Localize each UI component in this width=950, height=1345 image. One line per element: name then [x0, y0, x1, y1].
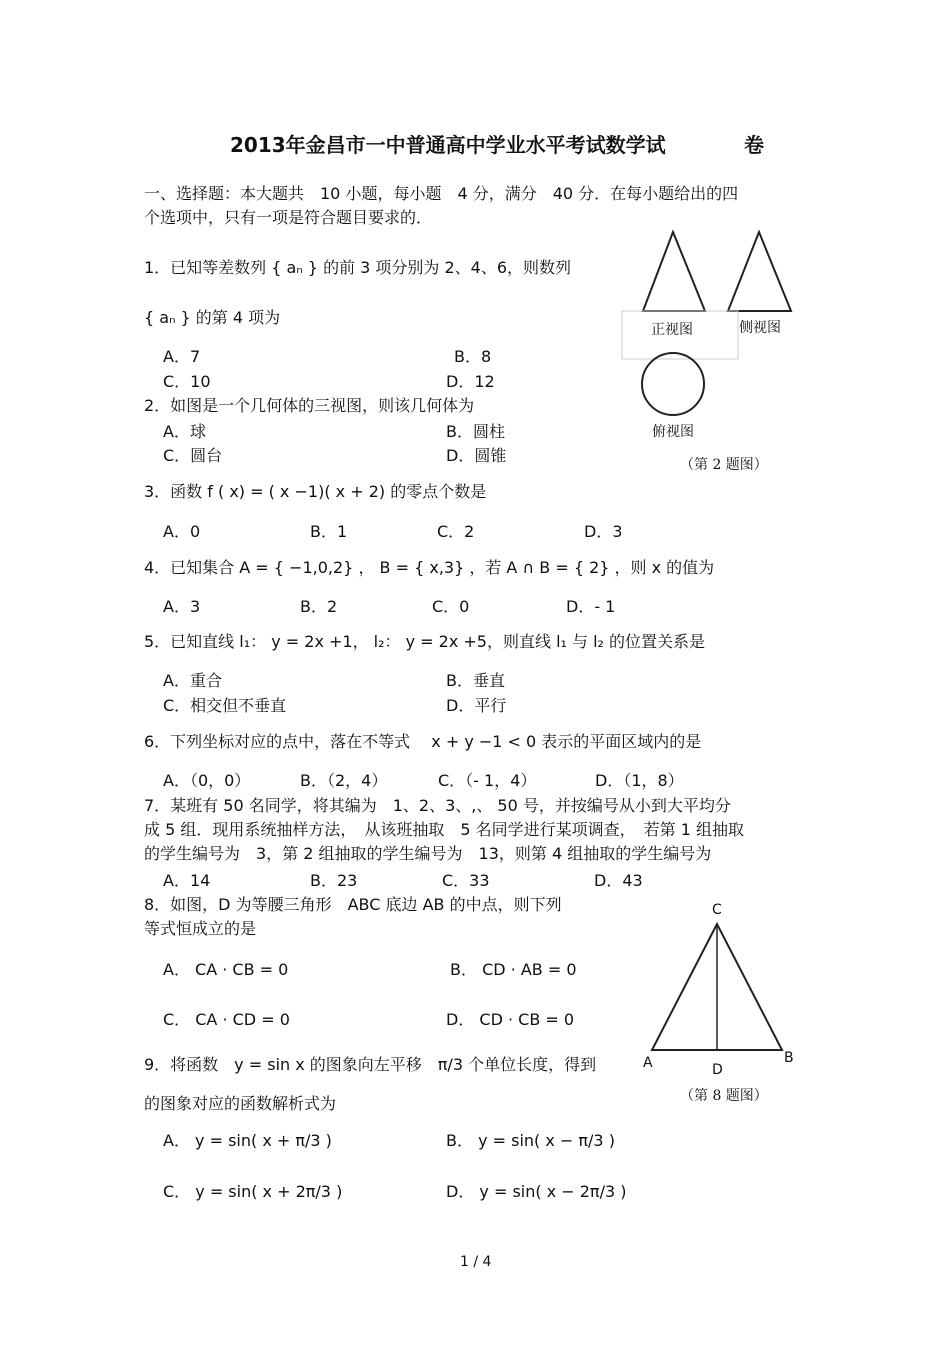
- q1-option-d: D．12: [446, 372, 495, 391]
- q8-option-b: B． CD · AB = 0: [450, 960, 577, 979]
- page-title-tail: 卷: [744, 133, 764, 157]
- q2-option-c: C．圆台: [163, 446, 223, 465]
- q7-option-a: A．14: [163, 871, 211, 890]
- figure-8-caption: （第 8 题图）: [680, 1088, 768, 1104]
- figure-2-three-views: [618, 225, 798, 485]
- question-8-line2: 等式恒成立的是: [144, 919, 257, 938]
- q3-option-c: C．2: [437, 522, 475, 541]
- vertex-a-label: A: [643, 1055, 653, 1071]
- point-d-label: D: [712, 1062, 723, 1078]
- figure-2-caption: （第 2 题图）: [680, 457, 768, 473]
- question-7-line2: 成 5 组．现用系统抽样方法， 从该班抽取 5 名同学进行某项调查， 若第 1 组抽取: [144, 820, 744, 839]
- q9-option-d: D． y = sin( x − 2π/3 ): [446, 1182, 627, 1201]
- q7-option-b: B．23: [310, 871, 358, 890]
- page-title: 2013年金昌市一中普通高中学业水平考试数学试: [230, 133, 666, 157]
- q4-option-d: D．- 1: [566, 597, 616, 616]
- q5-option-c: C．相交但不垂直: [163, 696, 287, 715]
- question-1-line2: { aₙ } 的第 4 项为: [144, 308, 281, 327]
- question-5-line1: 5．已知直线 l₁： y = 2x +1， l₂： y = 2x +5，则直线 l₁ 与 l₂ 的位置关系是: [144, 632, 706, 651]
- q3-option-a: A．0: [163, 522, 201, 541]
- q8-option-a: A． CA · CB = 0: [163, 960, 289, 979]
- top-view-circle: [642, 353, 704, 415]
- question-6-line1: 6．下列坐标对应的点中，落在不等式 x + y −1 < 0 表示的平面区域内的是: [144, 732, 702, 751]
- q7-option-c: C．33: [442, 871, 490, 890]
- question-7-line3: 的学生编号为 3，第 2 组抽取的学生编号为 13，则第 4 组抽取的学生编号为: [144, 844, 712, 863]
- q5-option-d: D．平行: [446, 696, 507, 715]
- side-view-label: 侧视图: [739, 320, 781, 336]
- vertex-c-label: C: [712, 902, 722, 918]
- q5-option-a: A．重合: [163, 671, 222, 690]
- page-number: 1 / 4: [460, 1254, 492, 1270]
- q3-option-d: D．3: [584, 522, 623, 541]
- front-view-label: 正视图: [651, 322, 693, 338]
- q8-option-d: D． CD · CB = 0: [446, 1010, 575, 1029]
- q9-option-a: A． y = sin( x + π/3 ): [163, 1131, 332, 1150]
- front-view-triangle: [643, 232, 705, 311]
- section-intro-line2: 个选项中，只有一项是符合题目要求的．: [144, 208, 433, 227]
- q6-option-b: B．（2，4）: [300, 771, 388, 790]
- question-3-line1: 3．函数 f ( x) = ( x −1)( x + 2) 的零点个数是: [144, 482, 487, 501]
- q4-option-b: B．2: [300, 597, 338, 616]
- question-7-line1: 7．某班有 50 名同学，将其编为 1、2、3、,、 50 号，并按编号从小到大平均分: [144, 796, 731, 815]
- top-view-label: 俯视图: [652, 424, 694, 440]
- q2-option-d: D．圆锥: [446, 446, 507, 465]
- q8-option-c: C． CA · CD = 0: [163, 1010, 290, 1029]
- q2-option-b: B．圆柱: [446, 422, 505, 441]
- question-4-line1: 4．已知集合 A = { −1,0,2} ， B = { x,3} ，若 A ∩ B = { 2} ，则 x 的值为: [144, 558, 715, 577]
- q4-option-a: A．3: [163, 597, 201, 616]
- q1-option-c: C．10: [163, 372, 211, 391]
- q6-option-a: A．（0，0）: [163, 771, 251, 790]
- question-9-line2: 的图象对应的函数解析式为: [144, 1094, 337, 1113]
- q1-option-b: B．8: [454, 347, 492, 366]
- q9-option-c: C． y = sin( x + 2π/3 ): [163, 1182, 343, 1201]
- section-intro-line1: 一、选择题：本大题共 10 小题，每小题 4 分，满分 40 分．在每小题给出的四: [144, 184, 739, 203]
- side-view-triangle: [728, 232, 791, 311]
- q4-option-c: C．0: [432, 597, 470, 616]
- q1-option-a: A．7: [163, 347, 201, 366]
- q7-option-d: D．43: [594, 871, 643, 890]
- q2-option-a: A．球: [163, 422, 206, 441]
- question-1-line1: 1．已知等差数列 { aₙ } 的前 3 项分别为 2、4、6，则数列: [144, 258, 572, 277]
- q6-option-c: C．（- 1，4）: [438, 771, 537, 790]
- q3-option-b: B．1: [310, 522, 348, 541]
- q6-option-d: D．（1，8）: [595, 771, 684, 790]
- question-9-line1: 9．将函数 y = sin x 的图象向左平移 π/3 个单位长度，得到: [144, 1055, 597, 1074]
- vertex-b-label: B: [784, 1050, 794, 1066]
- question-8-line1: 8．如图，D 为等腰三角形 ABC 底边 AB 的中点，则下列: [144, 895, 562, 914]
- q9-option-b: B． y = sin( x − π/3 ): [446, 1131, 615, 1150]
- q5-option-b: B．垂直: [446, 671, 505, 690]
- question-2-line1: 2．如图是一个几何体的三视图，则该几何体为: [144, 396, 475, 415]
